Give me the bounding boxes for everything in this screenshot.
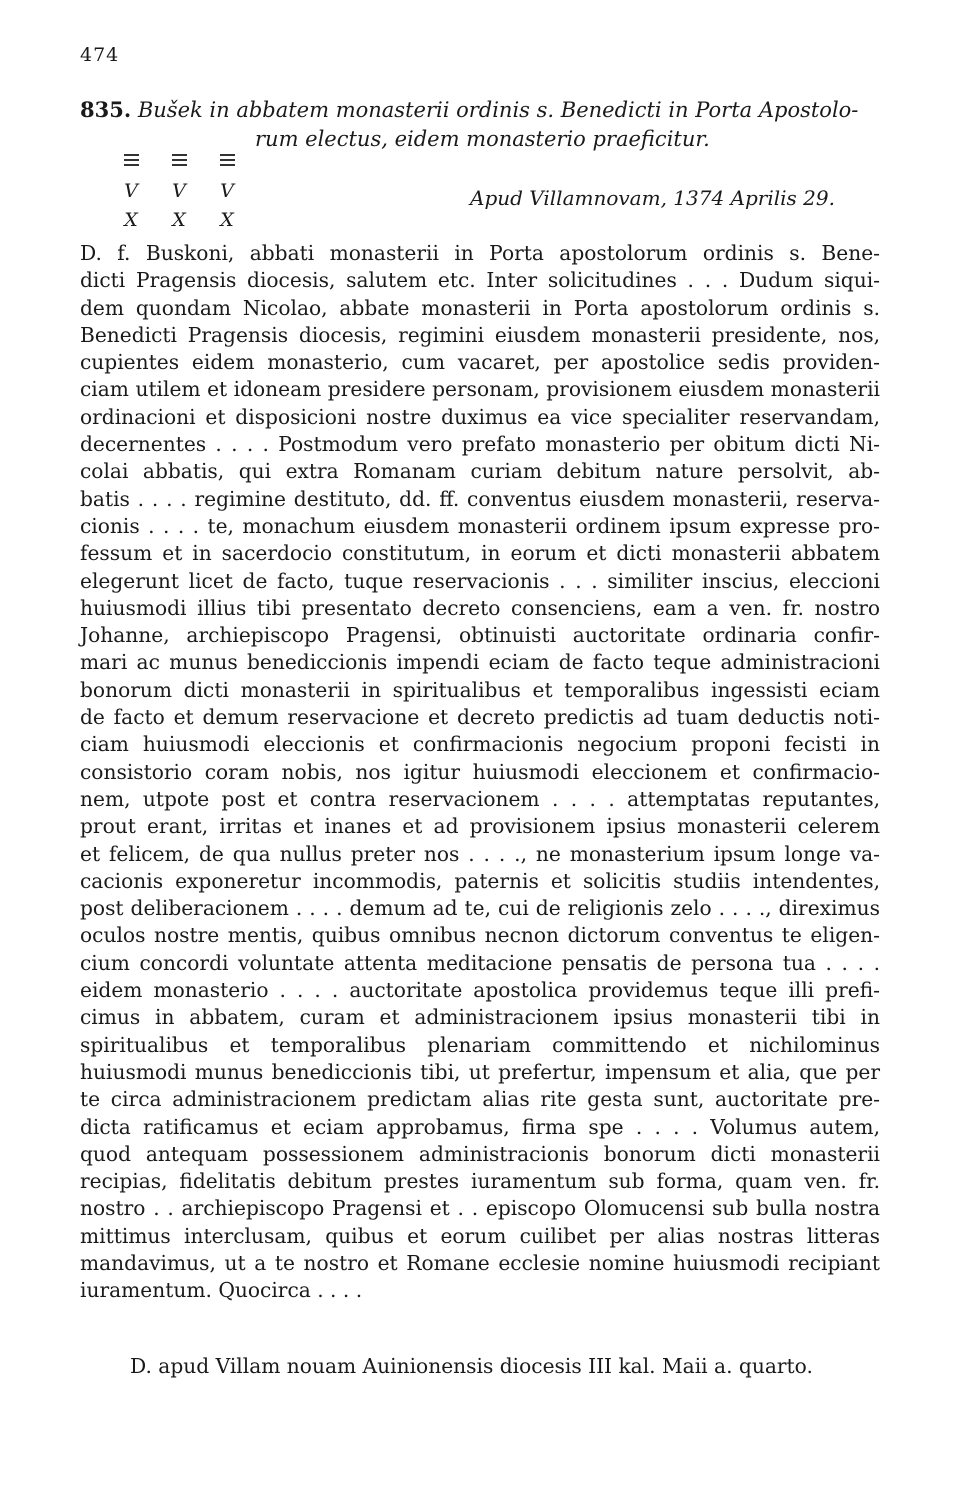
body-line: dicti Pragensis diocesis, salutem etc. Inter solicitudines . . . Dudum siqui- [80, 268, 880, 293]
body-line: et felicem, de qua nullus preter nos . . . ., ne monasterium ipsum longe va- [80, 841, 880, 866]
registry-mark [116, 152, 146, 231]
body-line: spiritualibus et temporalibus plenariam committendo et nichilominus [80, 1032, 880, 1057]
body-line: Benedicti Pragensis diocesis, regimini eiusdem monasterii presidente, nos, [80, 322, 880, 347]
registry-x: X [124, 209, 138, 231]
registry-v: V [220, 180, 234, 202]
entry-number: 835. [80, 97, 132, 122]
body-line: cium concordi voluntate attenta meditacione pensatis de persona tua . . . . [80, 950, 880, 975]
body-line: post deliberacionem . . . . demum ad te, cui de religionis zelo . . . ., direximus [80, 896, 880, 921]
registry-x: X [172, 209, 186, 231]
document-heading [80, 95, 880, 154]
body-line: mandavimus, ut a te nostro et Romane ecclesie nomine huiusmodi recipiant [80, 1250, 880, 1275]
body-line: quod antequam possessionem administracionis bonorum dicti monasterii [80, 1141, 880, 1166]
body-line: batis . . . . regimine destituto, dd. ff. conventus eiusdem monasterii, reserva- [80, 486, 880, 511]
body-line: dicta ratificamus et eciam approbamus, firma spe . . . . Volumus autem, [80, 1114, 880, 1139]
body-line: cacionis exponeretur incommodis, paternis et solicitis studiis intendentes, [80, 868, 880, 893]
registry-bars-icon [212, 152, 242, 168]
body-line: prout erant, irritas et inanes et ad provisionem ipsius monasterii celerem [80, 814, 880, 839]
body-line: cionis . . . . te, monachum eiusdem monasterii ordinem ipsum expresse pro- [80, 513, 880, 538]
body-line: de facto et demum reservacione et decreto predictis ad tuam deductis noti- [80, 705, 880, 730]
body-line: cupientes eidem monasterio, cum vacaret, per apostolice sedis providen- [80, 350, 880, 375]
page-number: 474 [80, 44, 120, 66]
body-line: iuramentum. Quocirca . . . . [80, 1278, 363, 1303]
registry-v: V [124, 180, 138, 202]
body-line: mari ac munus benediccionis impendi eciam de facto teque administracioni [80, 650, 880, 675]
body-line: ciam utilem et idoneam presidere personam, provisionem eiusdem monasterii [80, 377, 880, 402]
body-line: recipias, fidelitatis debitum prestes iuramentum sub forma, quam ven. fr. [80, 1169, 880, 1194]
body-line: dem quondam Nicolao, abbate monasterii in Porta apostolorum ordinis s. [80, 295, 880, 320]
body-line: decernentes . . . . Postmodum vero prefato monasterio per obitum dicti Ni- [80, 432, 880, 457]
body-line: eidem monasterio . . . . auctoritate apostolica providemus teque illi prefi- [80, 978, 880, 1003]
place-date: Apud Villamnovam, 1374 Aprilis 29. [470, 186, 835, 210]
body-line: huiusmodi munus benediccionis tibi, ut prefertur, impensum et alia, que per [80, 1059, 880, 1084]
body-line: cimus in abbatem, curam et administracionem ipsius monasterii tibi in [80, 1005, 880, 1030]
registry-mark [164, 152, 194, 231]
body-line: nostro . . archiepiscopo Pragensi et . . episcopo Olomucensi sub bulla nostra [80, 1196, 880, 1221]
registry-x: X [220, 209, 234, 231]
body-line: colai abbatis, qui extra Romanam curiam debitum nature persolvit, ab- [80, 459, 880, 484]
body-line: oculos nostre mentis, quibus omnibus necnon dictorum conventus te eligen- [80, 923, 880, 948]
registry-mark [212, 152, 242, 231]
registry-bars-icon [164, 152, 194, 168]
body-line: mittimus interclusam, quibus et eorum cuilibet per alias nostras litteras [80, 1223, 880, 1248]
entry-title-line-2: rum electus, eidem monasterio praeficitur. [255, 127, 710, 151]
body-line: ciam huiusmodi eleccionis et confirmacionis negocium proponi fecisti in [80, 732, 880, 757]
closing-line: D. apud Villam nouam Auinionensis diocesis III kal. Maii a. quarto. [130, 1354, 813, 1378]
body-line: bonorum dicti monasterii in spiritualibus et temporalibus ingessisti eciam [80, 677, 880, 702]
body-line: te circa administracionem predictam alias rite gesta sunt, auctoritate pre- [80, 1087, 880, 1112]
registry-bars-icon [116, 152, 146, 168]
body-line: consistorio coram nobis, nos igitur huiusmodi eleccionem et confirmacio- [80, 759, 880, 784]
registry-v: V [172, 180, 186, 202]
document-body [80, 240, 880, 1305]
body-line: elegerunt licet de facto, tuque reservacionis . . . similiter inscius, eleccioni [80, 568, 880, 593]
body-line: Johanne, archiepiscopo Pragensi, obtinuisti auctoritate ordinaria confir- [80, 623, 880, 648]
body-line: D. f. Buskoni, abbati monasterii in Porta apostolorum ordinis s. Bene- [80, 241, 880, 265]
body-line: nem, utpote post et contra reservacionem . . . . attemptatas reputantes, [80, 786, 880, 811]
body-line: ordinacioni et disposicioni nostre duximus ea vice specialiter reservandam, [80, 404, 880, 429]
body-line: huiusmodi illius tibi presentato decreto consenciens, eam a ven. fr. nostro [80, 595, 880, 620]
entry-title-line-1: Bušek in abbatem monasterii ordinis s. Benedicti in Porta Apostolo- [137, 98, 859, 122]
body-line: fessum et in sacerdocio constitutum, in eorum et dicti monasterii abbatem [80, 541, 880, 566]
